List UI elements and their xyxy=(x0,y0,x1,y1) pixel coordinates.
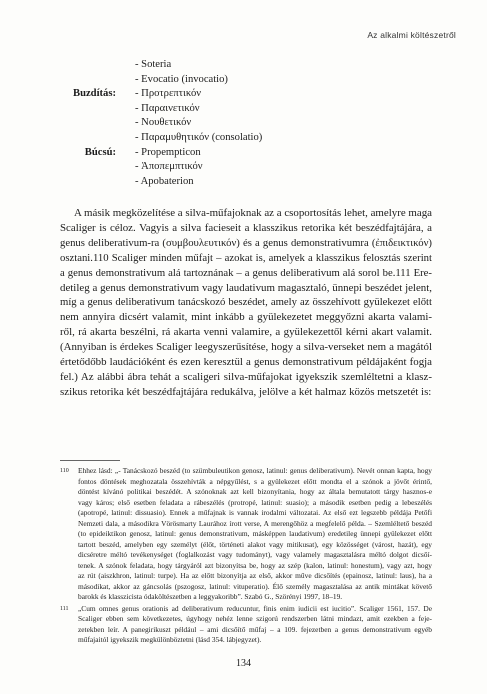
footnotes xyxy=(60,466,432,647)
footnote-line: barokk és klasszicista ódaköltészetben a leggyakoribb”. Szabó G., Szörényi 1997, 18–19. xyxy=(78,592,343,601)
list-item: - Παραμυθητικόν (consolatio) xyxy=(135,131,263,143)
body-paragraph xyxy=(60,206,432,400)
text-line: osztani.110 Scaliger minden műfajt – azokat is, amelyek a klasszikus felosztás szerint xyxy=(60,251,432,264)
text-line: (Annyiban is érdekes Scaliger leegyszerűsítése, hogy a silva-verseket nem a magától xyxy=(60,341,432,354)
list-item: - Evocatio (invocatio) xyxy=(135,73,228,85)
list-item: - Νουθετικόν xyxy=(135,117,192,129)
text-line: genus deliberativum-ra (συμβουλευτικόν) és a genus demonstrativumra (ἐπιδεικτικόν) xyxy=(60,236,432,249)
footnote-111 xyxy=(60,604,432,646)
footnote-number: 111 xyxy=(60,605,69,612)
footnote-line: vagy káros; első esetben feladata a rábeszélés (protropé, latinul: suasio); a második esetben pedig a lebeszélés xyxy=(78,497,432,507)
text-line: Scaliger is céloz. Vagyis a silva facieseit a klasszikus retorika két beszédfajtájára, a xyxy=(60,221,432,234)
text-line: értetődőbb laudációként és ezen keresztül a genus demonstrativum példájaként fogja xyxy=(60,356,432,369)
list-row xyxy=(0,102,487,117)
footnote-line: fontos döntések meghozatala összehívták a népgyűlést, s a gyülekezet előtt mondta el a szónok a jövőt érintő, xyxy=(78,476,432,486)
footnote-line: az rút (aiszkhron, latinul: turpe). Ha az előtt bizonyítja az első, akkor műve dicsőítés (epainosz, latinul: laus), ha a xyxy=(78,571,432,580)
list-row xyxy=(0,146,487,161)
footnote-number: 110 xyxy=(60,468,69,474)
footnote-line: tenek. A szónok feladata, hogy tárgyáról azt bizonyítsa be, hogy az szép (kalon, latinul: honestum), vagy azt, hogy xyxy=(78,560,432,570)
footnote-divider xyxy=(60,460,120,461)
text-line: a genus demonstrativum alá tartoznának – a genus deliberativum alá sorol be.111 Ere- xyxy=(60,266,432,279)
footnote-line: Scaliger ebben sem következetes, úgyhogy nehéz lenne szigorú rendszerben látni mindazt, amit ezekben a feje- xyxy=(78,614,432,623)
list-item: - Soteria xyxy=(135,59,172,70)
list-row xyxy=(0,131,487,146)
footnote-line: műfajaitól igyekszik megkülönböztetni (lásd 354. lábjegyzet). xyxy=(78,635,262,644)
footnote-line: (apotropé, latinul: dissuasio). Ennek a műfajnak is vannak irodalmi változatai. Az első ezt legszebb példája Petőfi xyxy=(78,508,432,517)
footnote-line: dicséretre méltó tevékenységet (foglalkozást vagy tudományt), vagy valamely magasztalásra méltó dolgot dicsőí- xyxy=(78,550,432,559)
page-number: 134 xyxy=(236,658,251,669)
list-item: - Προτρεπτικόν xyxy=(135,88,202,100)
footnote-line: Nemzeti dala, a másodikra Vörösmarty Laurához írott verse, A merengőhöz a megfelelő példa. – Szemléltető beszéd xyxy=(78,518,432,528)
list-item: - Propempticon xyxy=(135,146,201,158)
list-row xyxy=(0,87,487,102)
text-line: szikus retorika két beszédfajtájára redukálva, jelölve a két halmaz közös metszetét is: xyxy=(60,385,432,398)
list-row xyxy=(0,73,487,88)
list-row xyxy=(0,58,487,73)
list-item: - Ἀποπεμπτικόν xyxy=(135,161,203,173)
footnote-line: Ehhez lásd: „- Tanácskozó beszéd (to szümbuleutikon genosz, latinul: genus deliberativum). Nevét onnan kapta, hogy xyxy=(78,466,432,475)
running-header: Az alkalmi költészetről xyxy=(367,30,456,40)
text-line: míg a genus deliberativum tanácskozó beszédet, amely az összehívott gyülekezet előtt xyxy=(60,296,432,309)
genre-list xyxy=(0,58,487,189)
list-row xyxy=(0,175,487,190)
list-label: Buzdítás: xyxy=(73,88,116,100)
text-line: A másik megközelítése a silva-műfajoknak az a csoportosítás lehet, amelyre maga xyxy=(74,207,432,219)
footnote-110 xyxy=(60,466,432,603)
footnote-line: másodikat, akkor az gáncsolás (pszogosz, latinul: vituperatio). Élő személy magasztalása az antik mintákat követő xyxy=(78,581,432,591)
list-item: - Apobaterion xyxy=(135,175,194,187)
list-item: - Παραινετικόν xyxy=(135,102,200,114)
footnote-line: döntést kívánó politikai beszédét. A szónoknak azt kell bizonyítania, hogy az általa bemutatott tárgy hasznos-e xyxy=(78,487,432,496)
list-row xyxy=(0,160,487,175)
text-line: fel.) Az alábbi ábra tehát a scaligeri silva-műfajokat igyekszik szemléltetni a klasz- xyxy=(60,370,432,383)
footnote-line: „Cum omnes genus orationis ad deliberativum reducuntur, finis enim iudicii est iucitio”. Scaliger 1561, 157. De xyxy=(78,603,432,613)
footnote-line: tartott beszéd, amelyben egy személyt (élőt, történeti alakot vagy mitikusat), egy közösséget (várost, hazát), egy xyxy=(78,539,432,549)
text-line: nem annyira dicsért valamit, mint inkább a gyülekezetet meggyőzni akarta valami- xyxy=(60,311,432,324)
list-label: Búcsú: xyxy=(84,146,116,158)
list-row xyxy=(0,116,487,131)
text-line: ről, rá akarta beszélni, rá akarta venni valamire, a gyülekezettől kérni akart valamit. xyxy=(60,326,432,339)
text-line: detileg a genus demonstrativum vagy laudativum magasztaló, ünnepi beszédet jelent, xyxy=(60,281,432,294)
footnote-line: zetekben leír. A panegirikuszt például – ami dicsőítő műfaj – a 109. fejezetben a genus demonstrativum egyéb xyxy=(78,624,432,634)
footnote-line: (to epideiktikon genosz, latinul: genus demonstrativum, másképpen laudativum) eredetileg ünnepi gyülekezet előtt xyxy=(78,529,432,538)
